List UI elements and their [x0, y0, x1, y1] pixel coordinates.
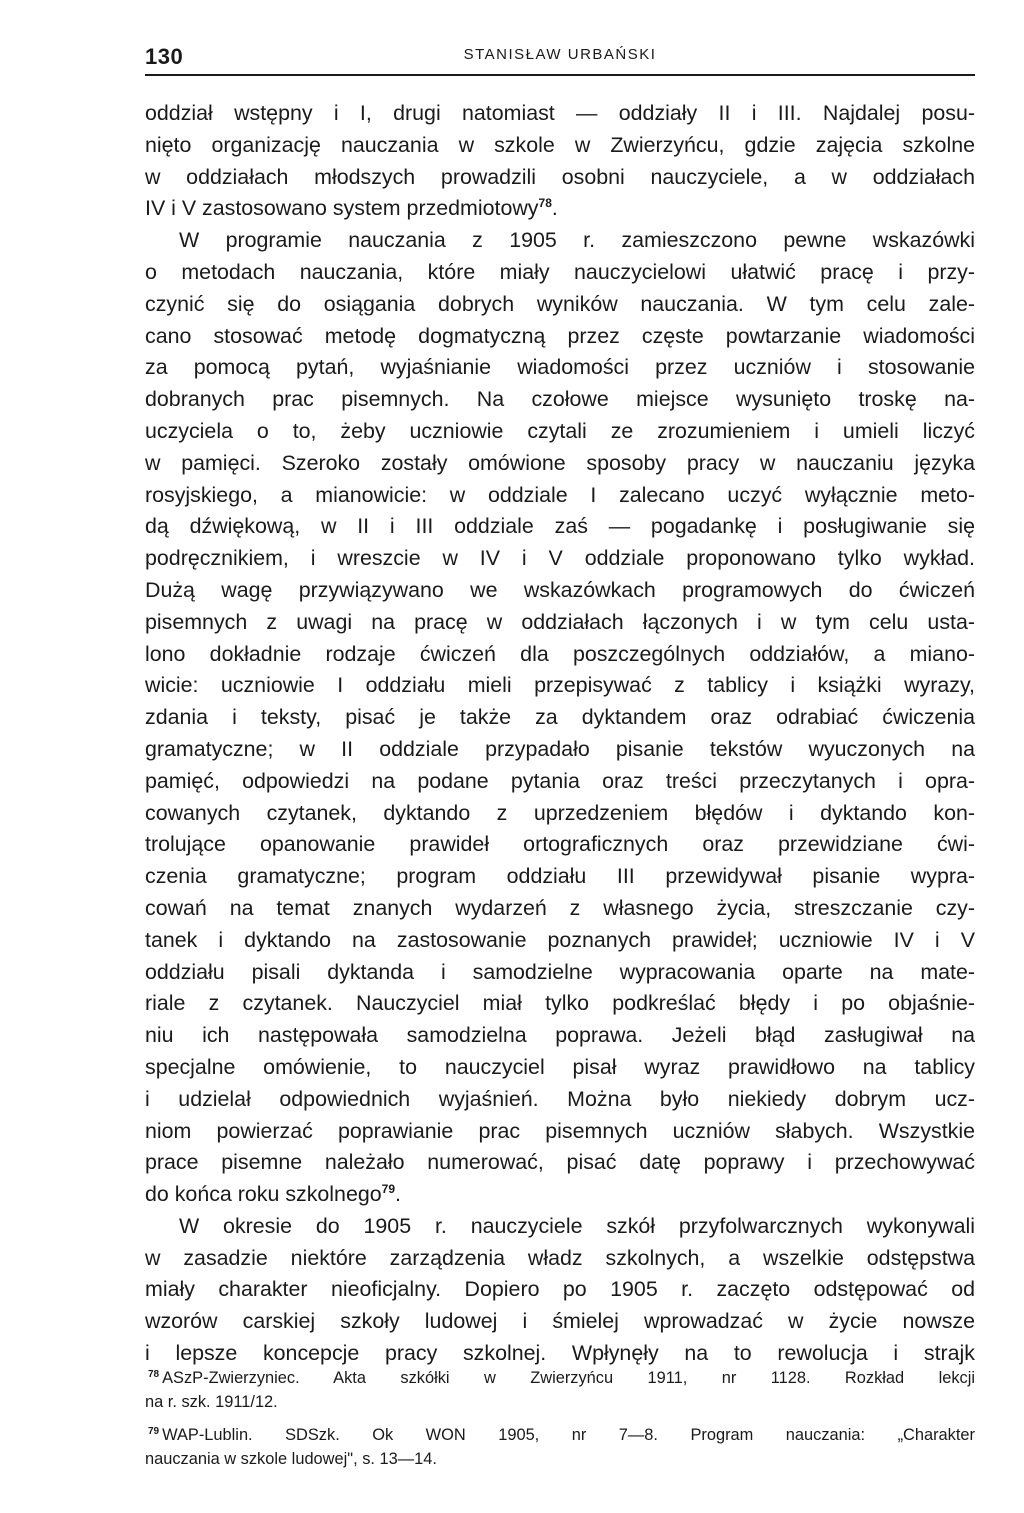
- text-line-content: IV i V zastosowano system przedmiotowy: [145, 196, 539, 221]
- text-line-content: Dużą wagę przywiązywano we wskazówkach programowych do ćwiczeń: [145, 577, 975, 602]
- text-line-content: zdania i teksty, pisać je także za dyktandem oraz odrabiać ćwiczenia: [145, 705, 975, 730]
- text-line-content: w oddziałach młodszych prowadzili osobni nauczyciele, a w oddziałach: [145, 164, 975, 189]
- text-line: [145, 130, 975, 162]
- text-line-content: i udzielał odpowiednich wyjaśnień. Można było niekiedy dobrym ucz-: [145, 1086, 975, 1111]
- text-line: [145, 925, 975, 957]
- text-line: [145, 702, 975, 734]
- text-line-content: do końca roku szkolnego: [145, 1182, 382, 1207]
- text-line-content: w zasadzie niektóre zarządzenia władz szkolnych, a wszelkie odstępstwa: [145, 1245, 975, 1270]
- text-line-content: uczyciela o to, żeby uczniowie czytali ze zrozumieniem i umieli liczyć: [145, 418, 975, 443]
- text-line-content: pisemnych z uwagi na pracę w oddziałach łączonych i w tym celu usta-: [145, 609, 975, 634]
- text-line: [145, 352, 975, 384]
- footnote-mark: 79: [148, 1425, 160, 1437]
- footnote-reference[interactable]: 78: [538, 196, 552, 211]
- text-line: [145, 639, 975, 671]
- text-line-content: miały charakter nieoficjalny. Dopiero po 1905 r. zaczęto odstępować od: [145, 1277, 975, 1302]
- text-line-content: tanek i dyktando na zastosowanie poznanych prawideł; uczniowie IV i V: [145, 927, 975, 952]
- text-line-content: czynić się do osiągania dobrych wyników nauczania. W tym celu zale-: [145, 291, 975, 316]
- footnote-line: [145, 1423, 975, 1447]
- footnote-reference[interactable]: 79: [381, 1181, 395, 1196]
- text-line-content: cowań na temat znanych wydarzeń z własnego życia, streszczanie czy-: [145, 895, 975, 920]
- footnote-text: ASzP-Zwierzyniec. Akta szkółki w Zwierzyńcu 1911, nr 1128. Rozkład lekcji: [162, 1369, 975, 1387]
- text-line: [145, 98, 975, 130]
- text-line-content: wicie: uczniowie I oddziału mieli przepisywać z tablicy i książki wyrazy,: [145, 673, 975, 698]
- footnotes: [145, 1366, 975, 1471]
- text-line-content: oddział wstępny i I, drugi natomiast — oddziały II i III. Najdalej posu-: [145, 101, 975, 125]
- text-line: [145, 448, 975, 480]
- text-line: [145, 1052, 975, 1084]
- text-line: [145, 480, 975, 512]
- footnote-text: WAP-Lublin. SDSzk. Ok WON 1905, nr 7—8. Program nauczania: „Charakter: [162, 1426, 975, 1444]
- text-line-content: gramatyczne; w II oddziale przypadało pisanie tekstów wyuczonych na: [145, 736, 975, 761]
- text-line: [145, 384, 975, 416]
- text-line-content: czenia gramatyczne; program oddziału III przewidywał pisanie wypra-: [145, 864, 975, 889]
- text-line: [145, 416, 975, 448]
- text-line: [145, 670, 975, 702]
- text-line: [145, 766, 975, 798]
- footnote-line: [145, 1447, 975, 1471]
- text-line: [145, 957, 975, 989]
- text-line: [145, 893, 975, 925]
- text-line-content: pamięć, odpowiedzi na podane pytania oraz treści przeczytanych i opra-: [145, 768, 975, 793]
- footnote-text: na r. szk. 1911/12.: [145, 1393, 278, 1411]
- text-line: [145, 829, 975, 861]
- footnote-text: nauczania w szkole ludowej", s. 13—14.: [145, 1450, 437, 1468]
- body-text: [145, 98, 975, 1370]
- text-line: [145, 1084, 975, 1116]
- text-line-content: cano stosować metodę dogmatyczną przez częste powtarzanie wiadomości: [145, 323, 975, 348]
- text-line: [145, 193, 975, 225]
- text-line-content: niu ich następowała samodzielna poprawa. Jeżeli błąd zasługiwał na: [145, 1023, 975, 1048]
- footnote-line: [145, 1366, 975, 1390]
- text-line: [145, 225, 975, 257]
- text-line: [145, 1306, 975, 1338]
- text-line-content: nięto organizację nauczania w szkole w Zwierzyńcu, gdzie zajęcia szkolne: [145, 132, 975, 157]
- text-line-content: trolujące opanowanie prawideł ortograficznych oraz przewidziane ćwi-: [145, 832, 975, 857]
- text-line-content: wzorów carskiej szkoły ludowej i śmielej wprowadzać w życie nowsze: [145, 1309, 975, 1334]
- text-line: [145, 162, 975, 194]
- text-line-content: riale z czytanek. Nauczyciel miał tylko podkreślać błędy i po objaśnie-: [145, 991, 975, 1016]
- text-line-content: za pomocą pytań, wyjaśnianie wiadomości przez uczniów i stosowanie: [145, 355, 975, 380]
- text-line-tail: .: [395, 1182, 401, 1207]
- text-line: [145, 1179, 975, 1211]
- text-line-content: dobranych prac pisemnych. Na czołowe miejsce wysunięto troskę na-: [145, 387, 975, 412]
- text-line-content: prace pisemne należało numerować, pisać datę poprawy i przechowywać: [145, 1150, 975, 1175]
- text-line: [145, 511, 975, 543]
- text-line: [145, 1147, 975, 1179]
- text-line: [145, 543, 975, 575]
- text-line-tail: .: [551, 196, 558, 221]
- text-line-content: niom powierzać poprawianie prac pisemnych uczniów słabych. Wszystkie: [145, 1118, 975, 1143]
- text-line: [145, 257, 975, 289]
- page-number: 130: [145, 44, 184, 69]
- text-line: [145, 1274, 975, 1306]
- text-line: [145, 1116, 975, 1148]
- text-line-content: cowanych czytanek, dyktando z uprzedzeniem błędów i dyktando kon-: [145, 800, 975, 825]
- text-line: [145, 988, 975, 1020]
- page-header: [145, 38, 975, 76]
- text-line-content: i lepsze koncepcje pracy szkolnej. Wpłynęły na to rewolucja i strajk: [145, 1341, 975, 1366]
- text-line-content: oddziału pisali dyktanda i samodzielne wypracowania oparte na mate-: [145, 959, 975, 984]
- text-line: [145, 1211, 975, 1243]
- text-line-content: specjalne omówienie, to nauczyciel pisał wyraz prawidłowo na tablicy: [145, 1054, 975, 1079]
- text-line-content: W okresie do 1905 r. nauczyciele szkół przyfolwarcznych wykonywali: [179, 1213, 975, 1238]
- text-line: [145, 575, 975, 607]
- text-line: [145, 1020, 975, 1052]
- text-line: [145, 321, 975, 353]
- text-line-content: o metodach nauczania, które miały nauczycielowi ułatwić pracę i przy-: [145, 259, 975, 284]
- text-line: [145, 734, 975, 766]
- text-line-content: w pamięci. Szeroko zostały omówione sposoby pracy w nauczaniu języka: [145, 450, 975, 475]
- footnote-gap: [145, 1414, 975, 1423]
- text-line-content: W programie nauczania z 1905 r. zamieszczono pewne wskazówki: [179, 228, 975, 253]
- text-line-content: lono dokładnie rodzaje ćwiczeń dla poszczególnych oddziałów, a miano-: [145, 641, 975, 666]
- text-line: [145, 289, 975, 321]
- text-line: [145, 798, 975, 830]
- text-line: [145, 1243, 975, 1275]
- footnote: [145, 1423, 975, 1471]
- text-line-content: dą dźwiękową, w II i III oddziale zaś — pogadankę i posługiwanie się: [145, 514, 975, 539]
- text-line-content: rosyjskiego, a mianowicie: w oddziale I zalecano uczyć wyłącznie meto-: [145, 482, 975, 507]
- running-head: STANISŁAW URBAŃSKI: [463, 46, 657, 63]
- text-line: [145, 607, 975, 639]
- footnote-mark: 78: [148, 1368, 160, 1380]
- text-line: [145, 861, 975, 893]
- text-line-content: podręcznikiem, i wreszcie w IV i V oddziale proponowano tylko wykład.: [145, 546, 975, 571]
- footnote-line: [145, 1390, 975, 1414]
- footnote: [145, 1366, 975, 1414]
